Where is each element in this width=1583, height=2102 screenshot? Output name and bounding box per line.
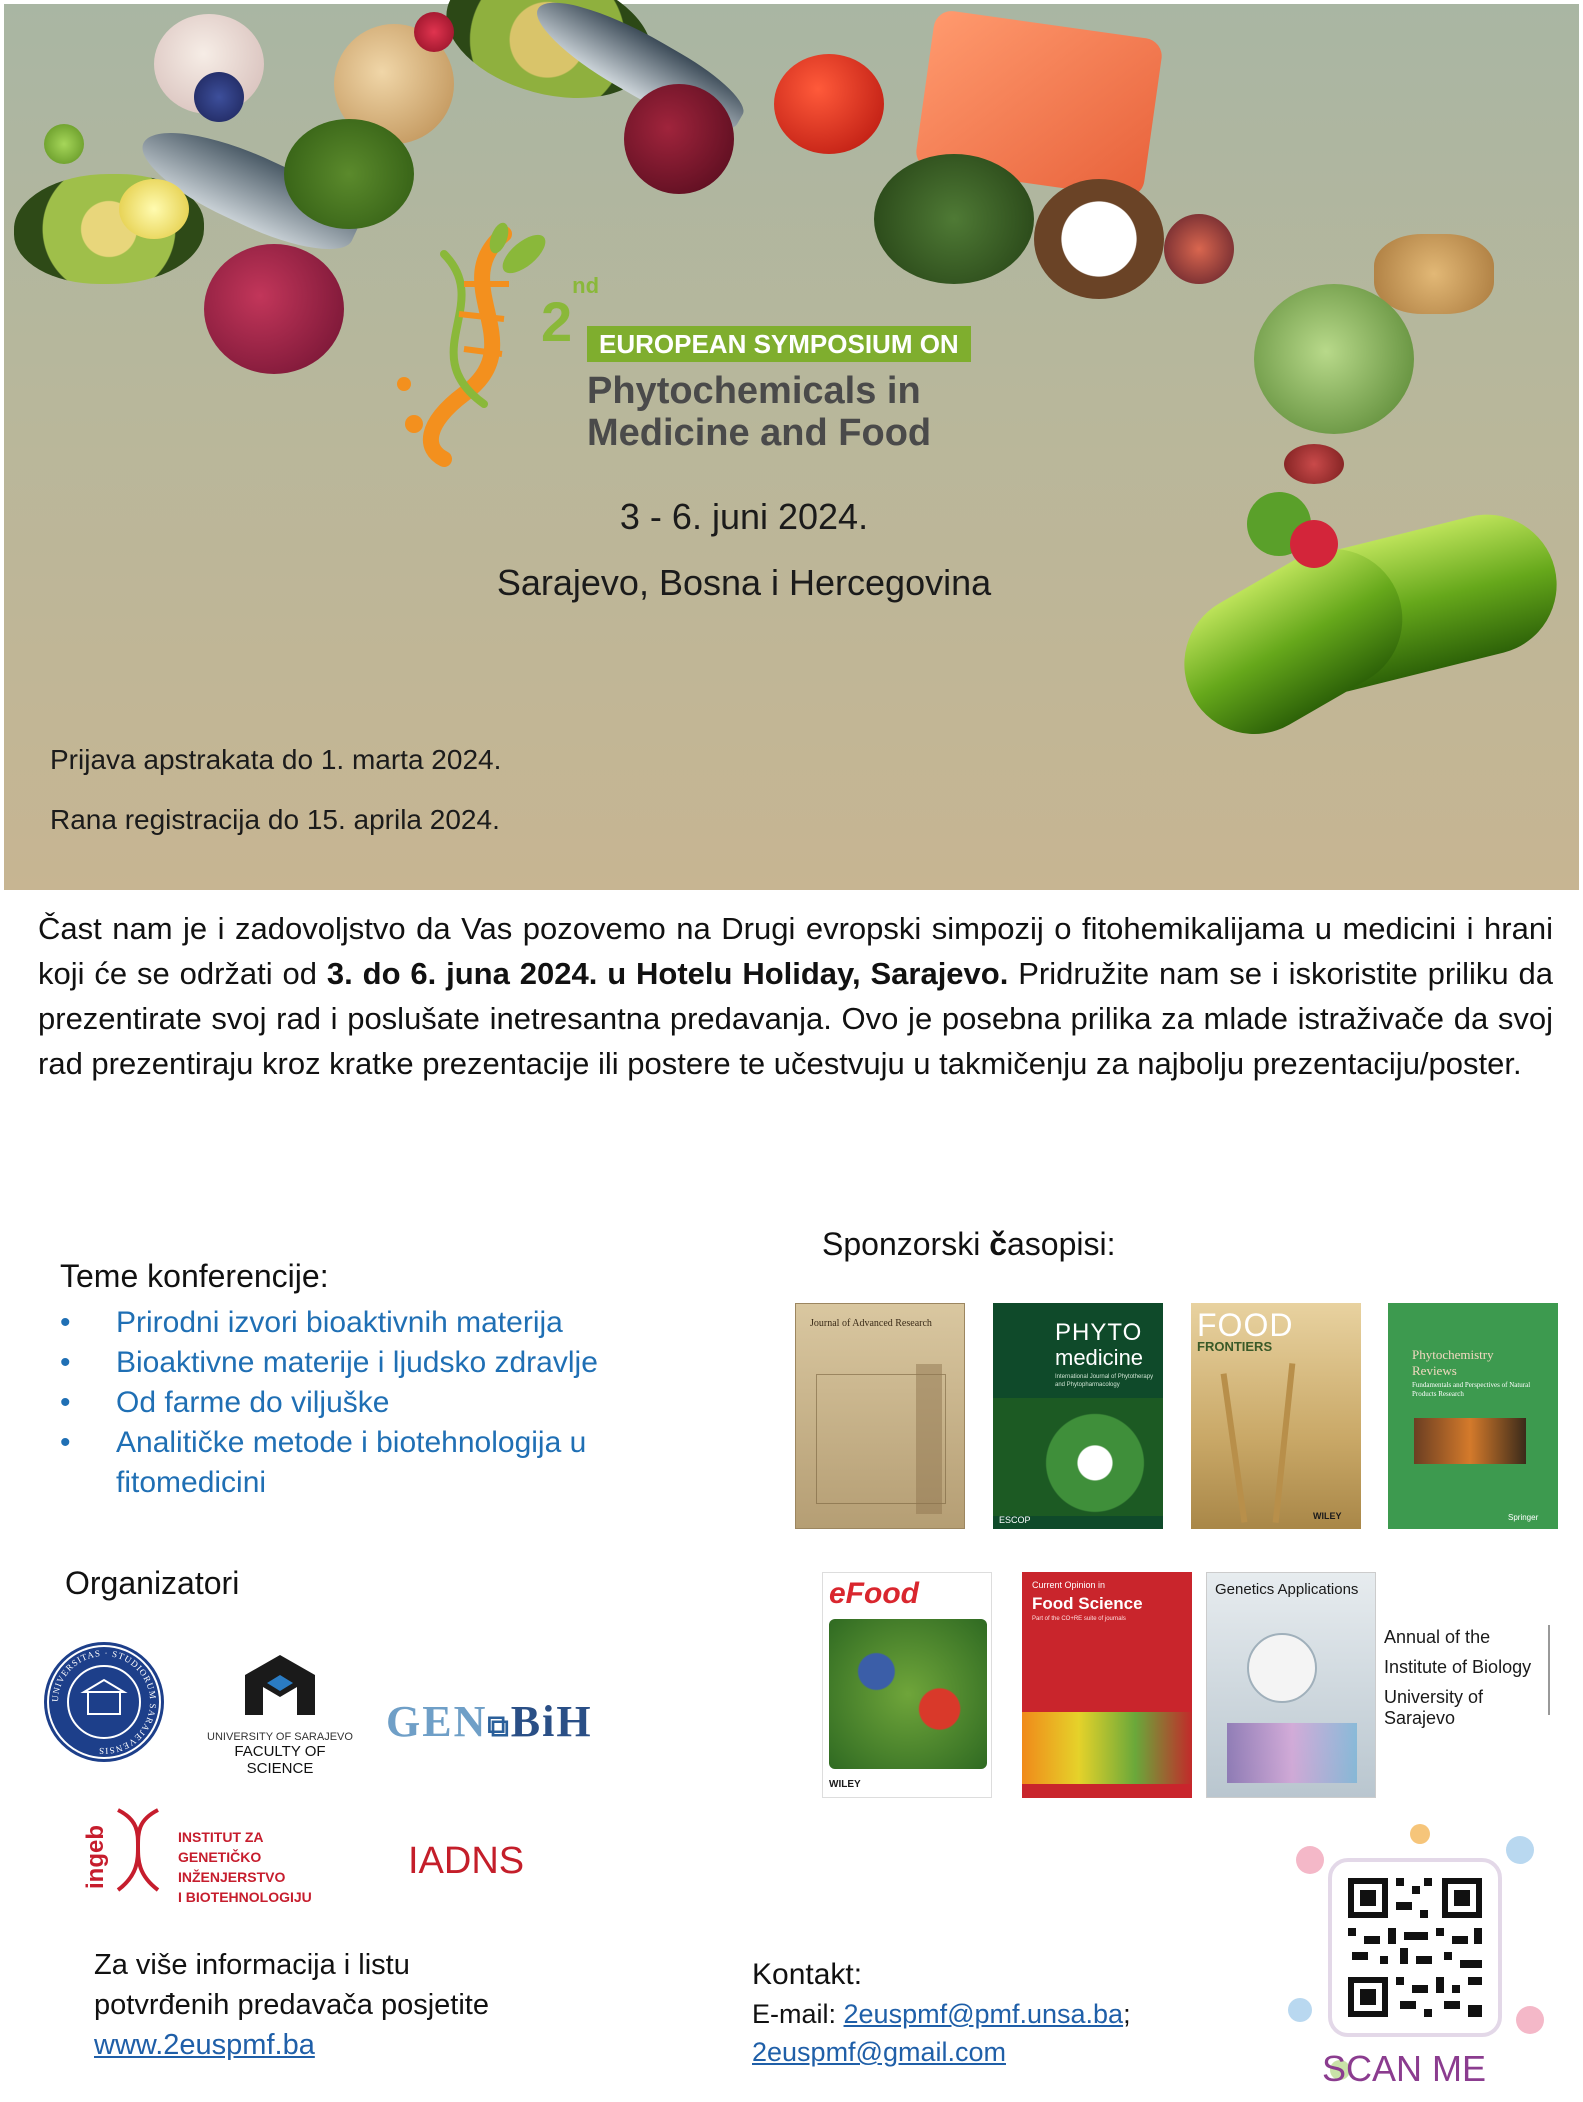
journals-heading: Sponzorski časopisi: [822, 1226, 1116, 1262]
website-link[interactable]: www.2euspmf.ba [94, 2029, 315, 2061]
iadns-logo: IADNS [408, 1840, 525, 1882]
symposium-band: EUROPEAN SYMPOSIUM ON [587, 326, 971, 362]
pmf-mark-icon [205, 1645, 355, 1725]
symposium-logo [384, 224, 1024, 464]
contact-block: Kontakt: E-mail: 2euspmf@pmf.unsa.ba; 2euspmf@gmail.com [752, 1955, 1131, 2071]
event-date: 3 - 6. juni 2024. [619, 496, 869, 537]
dna-helix-icon: ⧉ [487, 1710, 511, 1743]
list-item: • Analitičke metode i biotehnologija u fitomedicini [58, 1423, 668, 1503]
coconut-image [1034, 179, 1164, 299]
journal-cover-genetics-applications[interactable]: Genetics Applications [1206, 1572, 1376, 1798]
unsa-seal-logo [42, 1640, 166, 1764]
dna-helix-icon [108, 1805, 168, 1895]
genbih-logo: GEN⧉BiH [386, 1697, 593, 1746]
email-link-pmf[interactable]: 2euspmf@pmf.unsa.ba [843, 1999, 1124, 2029]
symposium-title: Phytochemicals in Medicine and Food [587, 370, 932, 454]
contact-heading: Kontakt: [752, 1958, 863, 1991]
organizers-heading: Organizatori [65, 1565, 240, 1601]
abstract-deadline: Prijava apstrakata do 1. marta 2024. [50, 744, 502, 775]
qr-code-frame[interactable] [1280, 1820, 1550, 2082]
ingeb-logo: ingeb INSTITUT ZA GENETIČKO INŽENJERSTVO I BIOTEHNOLOGIJU [72, 1805, 332, 1900]
event-location: Sarajevo, Bosna i Hercegovina [496, 562, 992, 603]
early-registration-deadline: Rana registracija do 15. aprila 2024. [50, 804, 500, 835]
peas-image [44, 124, 84, 164]
pmf-university-text: UNIVERSITY OF SARAJEVO [207, 1731, 353, 1743]
journal-annual-institute-biology[interactable]: Annual of the Institute of Biology University of Sarajevo [1380, 1625, 1550, 1715]
raspberry-image [414, 12, 454, 52]
tomato-image [774, 54, 884, 154]
journal-cover-phytomedicine[interactable]: PHYTO medicine International Journal of Phytotherapy and Phytopharmacology ESCOP [993, 1303, 1163, 1529]
cabbage-image [1254, 284, 1414, 434]
ginger-image [1374, 234, 1494, 314]
scan-me-label: SCAN ME [1322, 2048, 1487, 2089]
symposium-ordinal: 2nd [541, 273, 600, 353]
journal-cover-jar[interactable]: Journal of Advanced Research [795, 1303, 965, 1529]
journal-cover-current-opinion-food-science[interactable]: Current Opinion in Food Science Part of the CO+RE suite of journals [1022, 1572, 1192, 1798]
red-onion-image [204, 244, 344, 374]
pmf-faculty-logo [205, 1645, 355, 1777]
topics-list [58, 1303, 668, 1503]
list-item: • Bioaktivne materije i ljudsko zdravlje [58, 1343, 668, 1383]
pmf-faculty-text: FACULTY OF SCIENCE [234, 1743, 326, 1777]
hero-banner [4, 4, 1579, 890]
journal-cover-phytochemistry-reviews[interactable]: Phytochemistry Reviews Fundamentals and Perspectives of Natural Products Research Springer [1388, 1303, 1558, 1529]
blueberries-image [194, 72, 244, 122]
journal-cover-food-frontiers[interactable]: FOOD FRONTIERS WILEY [1191, 1303, 1361, 1529]
beet-image [624, 84, 734, 194]
email-link-gmail[interactable]: 2euspmf@gmail.com [752, 2037, 1006, 2067]
list-item: • Od farme do viljuške [58, 1383, 668, 1423]
topics-heading: Teme konferencije: [60, 1258, 329, 1294]
intro-dates-venue: 3. do 6. juna 2024. u Hotelu Holiday, Sarajevo. [326, 956, 1009, 991]
more-info-block: Za više informacija i listu potvrđenih predavača posjetite www.2euspmf.ba [94, 1949, 489, 2061]
svg-text:UNIVERSITAS · STUDIORUM SARAJE: UNIVERSITAS · STUDIORUM SARAJEVENSIS [49, 1647, 159, 1757]
list-item: • Prirodni izvori bioaktivnih materija [58, 1303, 668, 1343]
broccoli-image [284, 119, 414, 229]
lemon-image [119, 179, 189, 239]
qr-code-icon [1280, 1820, 1550, 2082]
intro-paragraph: Čast nam je i zadovoljstvo da Vas pozovemo na Drugi evropski simpozij o fitohemikalijama u medicini i hrani koji će se održati od 3. do 6. juna 2024. u Hotelu Holiday, Sarajevo. Pridružite nam se i iskoristite priliku da prezentirate svoj rad i poslušate inetresantna predavanja. Ovo je posebna prilika za mlade istraživače da svoj rad prezentiraju kroz kratke prezentacije ili postere te učestvuju u takmičenju za najbolju prezentaciju/poster. [38, 911, 1553, 1081]
fig-image [1164, 214, 1234, 284]
journal-cover-efood[interactable]: eFood WILEY [822, 1572, 992, 1798]
